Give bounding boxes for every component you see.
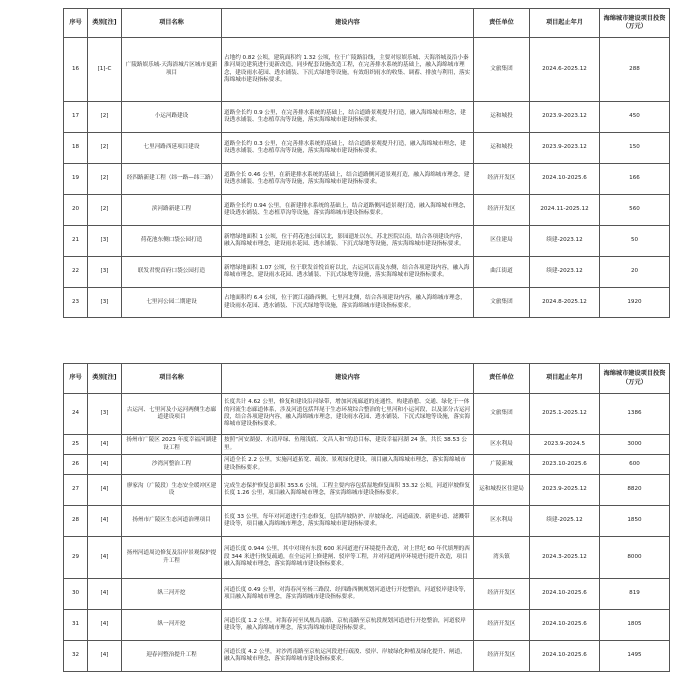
table-row bbox=[64, 288, 670, 318]
row-period: 2024.10-2025.6 bbox=[530, 610, 600, 641]
row-investment: 450 bbox=[600, 102, 670, 133]
row-category: [4] bbox=[88, 435, 122, 455]
header-content: 建设内容 bbox=[222, 364, 474, 394]
table-row bbox=[64, 226, 670, 257]
row-unit: 经济开发区 bbox=[474, 195, 530, 226]
row-number: 18 bbox=[64, 133, 88, 164]
row-investment: 1805 bbox=[600, 610, 670, 641]
row-project-name: 滨河路新建工程 bbox=[122, 195, 222, 226]
row-unit: 区水利局 bbox=[474, 435, 530, 455]
row-investment: 600 bbox=[600, 455, 670, 475]
header-period: 项目起止年月 bbox=[530, 9, 600, 38]
row-period: 2024.11-2025.12 bbox=[530, 195, 600, 226]
row-content: 河道长度 1.2 公里，对海春河至凤凰岛南路、京杭南路至京杭段规划河道进行开挖整治，河道驳岸建设等，融入海绵城市理念，落实海绵城市建设指标要求。 bbox=[222, 610, 474, 641]
row-project-name: 沙湾河整治工程 bbox=[122, 455, 222, 475]
table-header-row bbox=[64, 364, 670, 394]
row-category: [2] bbox=[88, 164, 122, 195]
table-row bbox=[64, 537, 670, 579]
row-project-name: 扬州市广陵区生态河道治理项目 bbox=[122, 506, 222, 537]
row-project-name: 荷花池东侧口袋公园打造 bbox=[122, 226, 222, 257]
row-investment: 150 bbox=[600, 133, 670, 164]
table-row bbox=[64, 257, 670, 288]
row-category: [1]-C bbox=[88, 38, 122, 102]
row-project-name: 联发君悦首府口袋公园打造 bbox=[122, 257, 222, 288]
table-row bbox=[64, 102, 670, 133]
row-period: 2023.9-2023.12 bbox=[530, 133, 600, 164]
row-content: 占地约 0.82 公顷，建筑面积约 1.32 公顷，位于广陵路沿线，主要对原娱乐城、天海浴城及沿小秦淮河周边建筑进行更新改造，同步配套设施改造工程，在完善排水系统的基础上，融入海绵城市理念，建设雨水花园、透水铺装、下沉式绿地等设施，有效组织雨水的收集、调蓄、排放与利用，落实海绵城市建设指标要求。 bbox=[222, 38, 474, 102]
row-project-name: 七里河路西延项目建设 bbox=[122, 133, 222, 164]
row-content: 占地面积约 6.4 公顷，位于渡江南路西侧，七里河北侧，结合各项建设内容，融入海绵城市理念，建设雨水花园、透水铺装、下沉式绿地等设施，落实海绵城市建设指标要求。 bbox=[222, 288, 474, 318]
row-period: 续建-2025.12 bbox=[530, 506, 600, 537]
row-number: 27 bbox=[64, 475, 88, 506]
row-number: 25 bbox=[64, 435, 88, 455]
row-category: [4] bbox=[88, 610, 122, 641]
row-content: 河道长度 0.49 公里，对海春河至杨三路段、经四路西侧规划河道进行开挖整治，河道驳岸建设等，项目融入海绵城市理念，落实海绵城市建设指标要求。 bbox=[222, 579, 474, 610]
row-period: 2024.3-2025.12 bbox=[530, 537, 600, 579]
header-unit: 责任单位 bbox=[474, 9, 530, 38]
table-row bbox=[64, 38, 670, 102]
row-investment: 288 bbox=[600, 38, 670, 102]
row-period: 2024.10-2025.6 bbox=[530, 641, 600, 672]
header-project-name: 项目名称 bbox=[122, 364, 222, 394]
row-investment: 1920 bbox=[600, 288, 670, 318]
row-unit: 运和城投 bbox=[474, 102, 530, 133]
header-unit: 责任单位 bbox=[474, 364, 530, 394]
row-number: 30 bbox=[64, 579, 88, 610]
table-body-1 bbox=[64, 38, 670, 318]
row-number: 26 bbox=[64, 455, 88, 475]
table-row bbox=[64, 475, 670, 506]
row-number: 21 bbox=[64, 226, 88, 257]
row-period: 2023.9-2025.12 bbox=[530, 475, 600, 506]
row-content: 道路全长约 0.9 公里，在完善排水系统的基础上，结合道路景观提升打造，融入海绵城市理念，建设透水铺装、生态植草沟等设施，落实海绵城市建设指标要求。 bbox=[222, 102, 474, 133]
row-category: [3] bbox=[88, 257, 122, 288]
row-project-name: 扬州河道周边修复及沿岸景观保护提升工程 bbox=[122, 537, 222, 579]
project-table-2 bbox=[63, 363, 670, 672]
row-project-name: 廖家沟（广陵段）生态安全缓冲区建设 bbox=[122, 475, 222, 506]
header-investment: 海绵城市建设项目投资（万元） bbox=[600, 9, 670, 38]
row-category: [4] bbox=[88, 506, 122, 537]
header-period: 项目起止年月 bbox=[530, 364, 600, 394]
row-content: 按照“河安湖晏、水清岸绿、鱼翔浅底、文昌人和”的总目标，建设幸福河湖 24 条，共长 38.53 公里。 bbox=[222, 435, 474, 455]
row-investment: 8000 bbox=[600, 537, 670, 579]
row-project-name: 经四路新建工程（纬一路—纬三路） bbox=[122, 164, 222, 195]
row-unit: 区水利局 bbox=[474, 506, 530, 537]
table-row bbox=[64, 435, 670, 455]
row-unit: 区住建局 bbox=[474, 226, 530, 257]
row-number: 17 bbox=[64, 102, 88, 133]
row-period: 2025.1-2025.12 bbox=[530, 394, 600, 435]
row-period: 续建-2023.12 bbox=[530, 226, 600, 257]
row-content: 长度共计 4.62 公里，修复和建设沿河绿带，增加河流廊道的连通性，构建游憩、交通、绿化于一体的河流生态廊道体系，涉及河道包括拜尾于生态环境综合整治的七里河和小运河段，以及部分古运河段，结合各项建设内容，融入海绵城市理念，建设雨水花园、透水铺装、下沉式绿地等设施，落实海绵城市建设指标要求。 bbox=[222, 394, 474, 435]
row-period: 2024.10-2025.6 bbox=[530, 164, 600, 195]
table-row bbox=[64, 641, 670, 672]
row-number: 24 bbox=[64, 394, 88, 435]
row-project-name: 扬州市广陵区 2023 年度幸福河湖建设工程 bbox=[122, 435, 222, 455]
header-category: 类别[注] bbox=[88, 364, 122, 394]
row-investment: 1386 bbox=[600, 394, 670, 435]
row-content: 河道全长 2.2 公里，实施河道拓宽、疏浚、景观绿化建设，项目融入海绵城市理念，落实海绵城市建设指标要求。 bbox=[222, 455, 474, 475]
row-number: 19 bbox=[64, 164, 88, 195]
row-period: 2024.6-2025.12 bbox=[530, 38, 600, 102]
table-row bbox=[64, 610, 670, 641]
header-no: 序号 bbox=[64, 9, 88, 38]
row-content: 长度 33 公里，每年对河道进行生态修复，包括岸坡防护、岸坡绿化、河道疏浚、新建步道、滤溅带建设等，项目融入海绵城市理念，落实海绵城市建设指标要求。 bbox=[222, 506, 474, 537]
row-category: [3] bbox=[88, 288, 122, 318]
row-number: 31 bbox=[64, 610, 88, 641]
row-investment: 3000 bbox=[600, 435, 670, 455]
row-category: [4] bbox=[88, 641, 122, 672]
row-unit: 广陵新城 bbox=[474, 455, 530, 475]
row-content: 河道长度 0.944 公里，其中对现有东段 600 米河道进行环境提升改造，对上世纪 60 年代填埋的西段 344 米进行恢复疏通，在全运河上修建闸、驳岸等工程，并对河道两岸环境进行提升改造，项目融入海绵城市理念，落实海绵城市建设指标要求。 bbox=[222, 537, 474, 579]
table-row bbox=[64, 579, 670, 610]
row-content: 新增绿地面积 1 公顷，位于荷花池公园以北，影园遗址以东，苏北医院以南，结合各项建设内容，融入海绵城市理念，建设雨水花园、透水铺装、下沉式绿地等设施，落实海绵城市建设指标要求。 bbox=[222, 226, 474, 257]
row-category: [3] bbox=[88, 226, 122, 257]
row-number: 16 bbox=[64, 38, 88, 102]
header-no: 序号 bbox=[64, 364, 88, 394]
table-row bbox=[64, 506, 670, 537]
row-unit: 运和城投 bbox=[474, 133, 530, 164]
row-unit: 经济开发区 bbox=[474, 579, 530, 610]
row-content: 道路全长约 0.94 公里，在新建排水系统的基础上，结合道路侧河道景观打造，融入海绵城市理念，建设透水铺装、生态植草沟等设施，落实海绵城市建设指标要求。 bbox=[222, 195, 474, 226]
table-row bbox=[64, 195, 670, 226]
row-number: 20 bbox=[64, 195, 88, 226]
row-period: 2023.9-2023.12 bbox=[530, 102, 600, 133]
row-category: [4] bbox=[88, 579, 122, 610]
row-content: 道路全长 0.46 公里，在新建排水系统的基础上，结合道路侧河道景观打造，融入海绵城市理念，建设透水铺装、生态植草沟等设施，落实海绵城市建设指标要求。 bbox=[222, 164, 474, 195]
row-investment: 819 bbox=[600, 579, 670, 610]
row-content: 完成生态保护修复总面积 353.6 公顷。工程主要内容包括湿地修复面积 33.32 公顷，河道岸坡修复长度 1.26 公里，项目融入海绵城市理念，落实海绵城市建设指标要求。 bbox=[222, 475, 474, 506]
header-investment: 海绵城市建设项目投资（万元） bbox=[600, 364, 670, 394]
table-body-2 bbox=[64, 394, 670, 672]
row-number: 29 bbox=[64, 537, 88, 579]
row-unit: 文旅集团 bbox=[474, 394, 530, 435]
row-content: 新增绿地面积 1.07 公顷，位于联发首悦首府以北，古运河以南及东侧，结合各项建设内容，融入海绵城市理念，建设雨水花园、透水铺装、下沉式绿地等设施，落实海绵城市建设指标要求。 bbox=[222, 257, 474, 288]
row-project-name: 纵一河开挖 bbox=[122, 610, 222, 641]
row-investment: 1850 bbox=[600, 506, 670, 537]
row-category: [3] bbox=[88, 394, 122, 435]
row-period: 续建-2023.12 bbox=[530, 257, 600, 288]
row-unit: 经济开发区 bbox=[474, 610, 530, 641]
row-number: 22 bbox=[64, 257, 88, 288]
row-investment: 50 bbox=[600, 226, 670, 257]
row-project-name: 纵三河开挖 bbox=[122, 579, 222, 610]
row-number: 28 bbox=[64, 506, 88, 537]
row-category: [2] bbox=[88, 195, 122, 226]
row-investment: 560 bbox=[600, 195, 670, 226]
row-unit: 经济开发区 bbox=[474, 641, 530, 672]
row-content: 道路全长约 0.3 公里，在完善排水系统的基础上，结合道路景观提升打造，融入海绵城市理念，建设透水铺装、生态植草沟等设施，落实海绵城市建设指标要求。 bbox=[222, 133, 474, 164]
row-category: [4] bbox=[88, 475, 122, 506]
row-category: [2] bbox=[88, 133, 122, 164]
header-category: 类别[注] bbox=[88, 9, 122, 38]
row-category: [4] bbox=[88, 455, 122, 475]
row-unit: 文旅集团 bbox=[474, 38, 530, 102]
table-row bbox=[64, 455, 670, 475]
row-period: 2023.10-2025.6 bbox=[530, 455, 600, 475]
row-investment: 8820 bbox=[600, 475, 670, 506]
row-project-name: 七里河公园二期建设 bbox=[122, 288, 222, 318]
header-content: 建设内容 bbox=[222, 9, 474, 38]
row-investment: 166 bbox=[600, 164, 670, 195]
table-row bbox=[64, 394, 670, 435]
row-project-name: 广陵路娱乐城-天海浴城片区城市更新项目 bbox=[122, 38, 222, 102]
row-unit: 运和城投区住建局 bbox=[474, 475, 530, 506]
row-number: 23 bbox=[64, 288, 88, 318]
row-category: [2] bbox=[88, 102, 122, 133]
row-unit: 曲江街道 bbox=[474, 257, 530, 288]
row-project-name: 迎春河整治提升工程 bbox=[122, 641, 222, 672]
row-unit: 经济开发区 bbox=[474, 164, 530, 195]
row-period: 2024.8-2025.12 bbox=[530, 288, 600, 318]
row-project-name: 古运河、七里河及小运河两侧生态廊道建设项目 bbox=[122, 394, 222, 435]
row-period: 2024.10-2025.6 bbox=[530, 579, 600, 610]
row-investment: 1495 bbox=[600, 641, 670, 672]
row-content: 河道长度 4.2 公里，对沙湾南路至京杭运河段进行疏浚、驳岸、岸坡绿化种植及绿化提升、闸道，融入海绵城市理念，落实海绵城市建设指标要求。 bbox=[222, 641, 474, 672]
header-project-name: 项目名称 bbox=[122, 9, 222, 38]
table-row bbox=[64, 133, 670, 164]
row-project-name: 小运河路建设 bbox=[122, 102, 222, 133]
table-row bbox=[64, 164, 670, 195]
table-header-row bbox=[64, 9, 670, 38]
row-category: [4] bbox=[88, 537, 122, 579]
row-number: 32 bbox=[64, 641, 88, 672]
row-unit: 湾头镇 bbox=[474, 537, 530, 579]
row-unit: 文旅集团 bbox=[474, 288, 530, 318]
row-investment: 20 bbox=[600, 257, 670, 288]
project-table-1 bbox=[63, 8, 670, 318]
row-period: 2023.9-2024.5 bbox=[530, 435, 600, 455]
